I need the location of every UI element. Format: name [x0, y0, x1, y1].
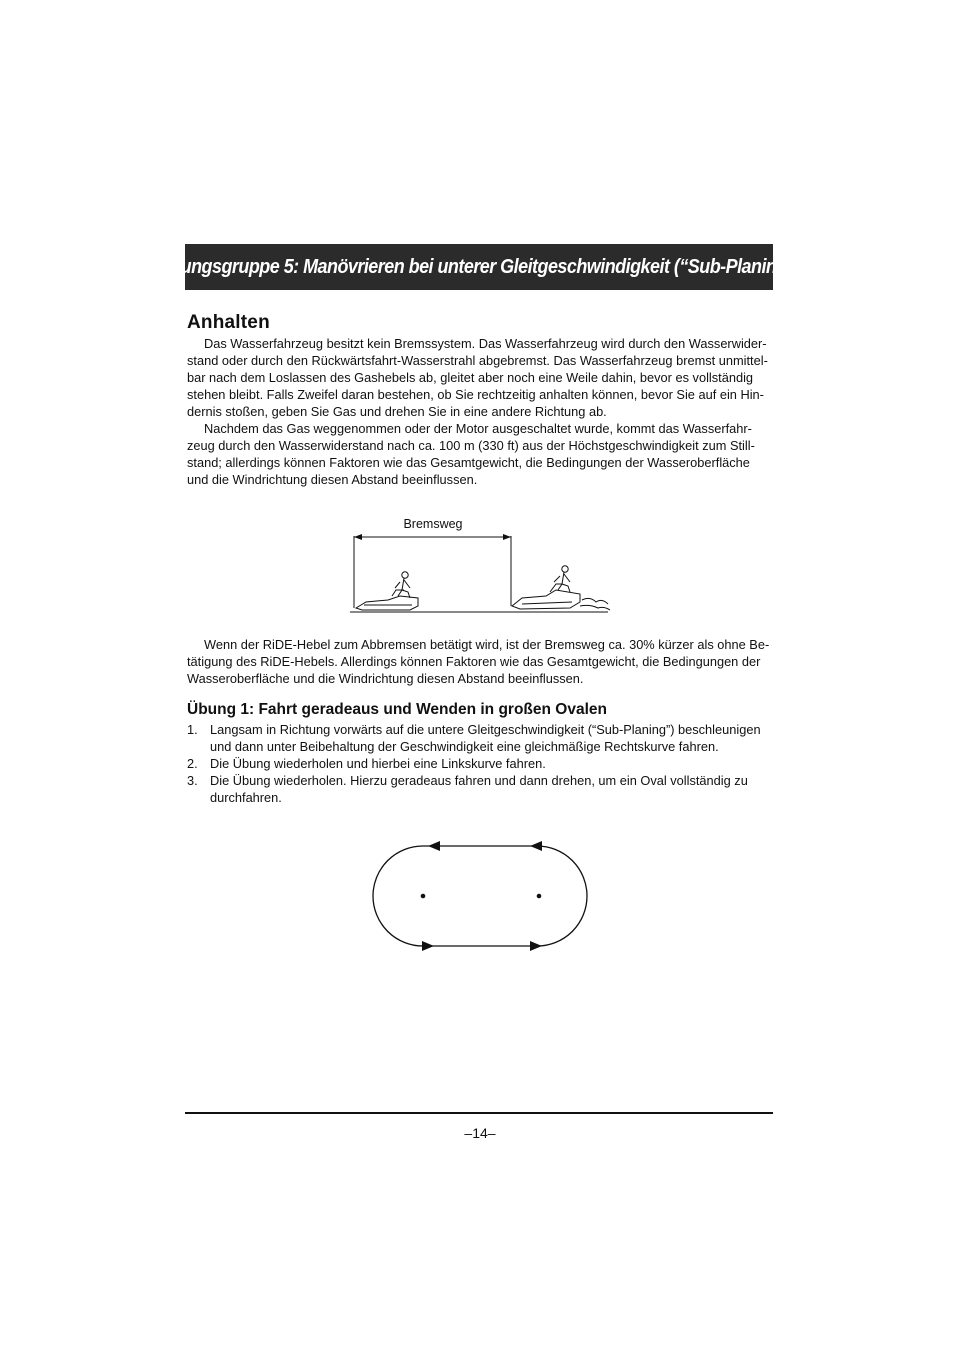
braking-distance-diagram: [340, 512, 620, 620]
turn-center-left: [421, 894, 426, 899]
page-number: –14–: [464, 1125, 496, 1141]
step-item: [187, 721, 774, 755]
step-text: Die Übung wiederholen und hierbei eine Linkskurve fahren.: [210, 756, 546, 771]
step-text: Die Übung wiederholen. Hierzu geradeaus fahren und dann drehen, um ein Oval vollständig zu durchfahren.: [210, 773, 748, 805]
watercraft-moving-icon: [512, 566, 610, 610]
braking-distance-figure: [340, 512, 620, 620]
oval-course-diagram: [360, 830, 600, 960]
ride-lever-text: [187, 636, 774, 687]
turn-center-right: [537, 894, 542, 899]
section-title: Anhalten: [187, 312, 270, 333]
step-number: 1.: [187, 722, 198, 737]
exercise-steps: [187, 721, 774, 806]
step-text: Langsam in Richtung vorwärts auf die untere Gleitgeschwindigkeit (“Sub-Planing”) beschleunigen und dann unter Beibehaltung der Geschwindigkeit eine gleichmäßige Rechtskurve fahren.: [210, 722, 761, 754]
step-number: 3.: [187, 773, 198, 788]
arrow-top-right: [530, 841, 542, 851]
paragraph: Nachdem das Gas weggenommen oder der Motor ausgeschaltet wurde, kommt das Wasserfahr-zeug durch den Wasserwiderstand nach ca. 100 m (330 ft) aus der Höchstgeschwindigkeit zum Still-stand; allerdings können Faktoren wie das Gesamtgewicht, die Bedingungen der Wasseroberfläche und die Windrichtung diesen Abstand beeinflussen.: [187, 421, 755, 487]
step-item: [187, 772, 774, 806]
footer-divider: [185, 1112, 773, 1114]
watercraft-stopped-icon: [356, 572, 418, 610]
paragraph: Das Wasserfahrzeug besitzt kein Bremssystem. Das Wasserfahrzeug wird durch den Wasserwider-stand oder durch den Rückwärtsfahrt-Wasserstrahl abgebremst. Das Wasserfahrzeug bremst unmittel-bar nach dem Loslassen des Gashebels ab, gleitet aber noch eine Weile dahin, bevor es vollständig stehen bleibt. Falls Zweifel daran bestehen, ob Sie rechtzeitig anhalten können, bevor Sie auf ein Hin-dernis stoßen, geben Sie Gas und drehen Sie in eine andere Richtung ab.: [187, 336, 768, 419]
section-header-banner: [157, 244, 801, 290]
oval-course-figure: [360, 830, 600, 960]
arrow-top-left: [428, 841, 440, 851]
arrow-bottom-left: [422, 941, 434, 951]
intro-text: [187, 335, 774, 488]
arrowhead-left: [354, 534, 362, 540]
arrow-bottom-right: [530, 941, 542, 951]
figure-label: Bremsweg: [403, 517, 463, 531]
oval-path: [373, 846, 587, 946]
section-header-title: Übungsgruppe 5: Manövrieren bei unterer Gleitgeschwindigkeit (“Sub-Planing”): [157, 255, 801, 278]
step-number: 2.: [187, 756, 198, 771]
arrowhead-right: [503, 534, 511, 540]
step-item: [187, 755, 774, 772]
paragraph: Wenn der RiDE-Hebel zum Abbremsen betätigt wird, ist der Bremsweg ca. 30% kürzer als ohne Be-tätigung des RiDE-Hebels. Allerdings können Faktoren wie das Gesamtgewicht, die Bedingungen der Wasseroberfläche und die Windrichtung diesen Abstand beeinflussen.: [187, 637, 770, 686]
exercise-title: Übung 1: Fahrt geradeaus und Wenden in großen Ovalen: [187, 701, 607, 718]
